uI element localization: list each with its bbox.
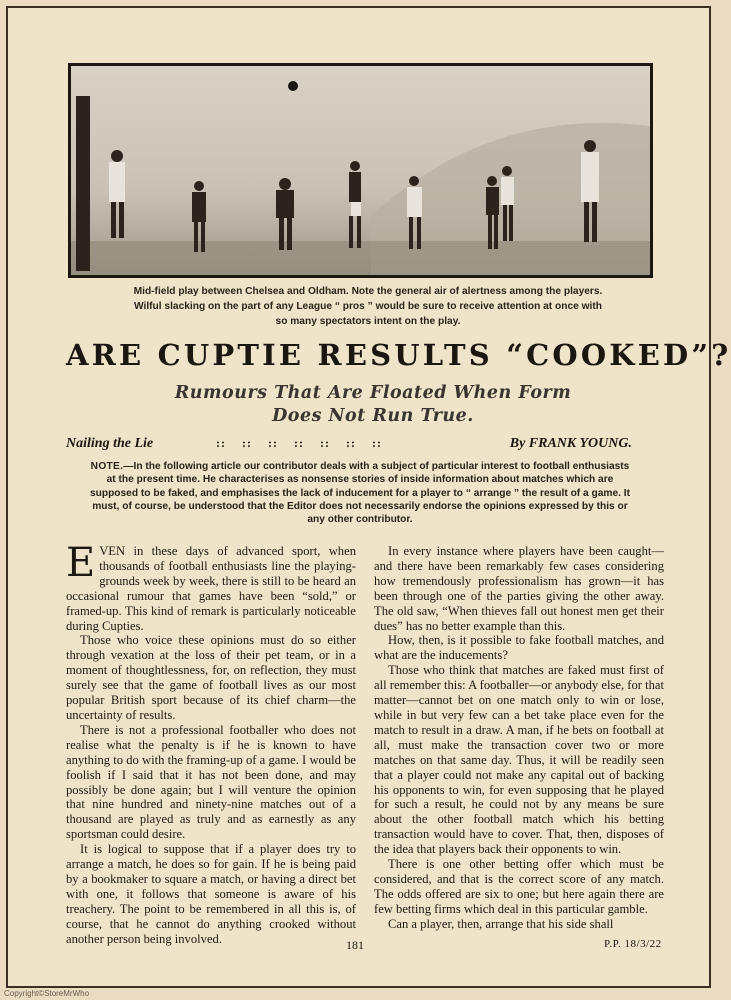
page-number: 181 bbox=[346, 938, 364, 952]
editor-note bbox=[86, 460, 634, 526]
byline-row bbox=[66, 436, 632, 454]
copyright-watermark: Copyright©StoreMrWho bbox=[4, 989, 90, 998]
match-photo-image bbox=[71, 66, 650, 275]
paragraph: Can a player, then, arrange that his side shall bbox=[388, 916, 614, 931]
paragraph: How, then, is it possible to fake football matches, and what are the inducements? bbox=[374, 633, 664, 663]
caption-line: Mid-field play between Chelsea and Oldham. Note the general air of alertness among the players. bbox=[133, 286, 603, 297]
caption-line: so many spectators intent on the play. bbox=[275, 316, 461, 327]
drop-cap: E bbox=[66, 540, 96, 586]
article-kicker: Nailing the Lie bbox=[66, 436, 154, 451]
note-label: NOTE. bbox=[90, 461, 124, 472]
paragraph: In every instance where players have been caught—and there have been remarkably few cases considering how tremendously professionalism has grown—it has been through one of the parties giving the other away. The old saw, “When thieves fall out honest men get their dues” has no better example than this. bbox=[374, 544, 664, 633]
article-subtitle bbox=[78, 382, 668, 428]
page-footer bbox=[8, 938, 713, 954]
paragraph: It is logical to suppose that if a player does try to arrange a match, he does so for gain. If he is being paid by a bookmaker to square a match, or having a direct bet with one, it follows that someone is aware of his treachery. The point to be remembered in all this is, of course, that he cannot do anything crooked without another person being involved. bbox=[66, 842, 356, 946]
photo-caption bbox=[88, 284, 648, 329]
article-title: ARE CUPTIE RESULTS “COOKED”? bbox=[66, 338, 731, 372]
paragraph: There is one other betting offer which must be considered, and that is the correct score of any match. The odds offered are six to one; but here again there are few betting firms which deal in this particular gamble. bbox=[374, 857, 664, 916]
subtitle-line: Rumours That Are Floated When Form bbox=[174, 383, 572, 403]
issue-reference: P.P. 18/3/22 bbox=[604, 938, 662, 950]
paragraph: EVEN in these days of advanced sport, when thousands of football enthusiasts line the playing-grounds week by week, there is still to be heard an occasional rumour that games have been “sold,” or framed-up. This kind of remark is particularly noticeable during Cupties. bbox=[66, 540, 356, 633]
article-column-left bbox=[66, 540, 356, 946]
note-text: —In the following article our contributor deals with a subject of particular interest to football enthusiasts at the present time. He characterises as nonsense stories of inside information about matches which are supposed to be faked, and emphasises the lack of inducement for a player to “ arrange ” the result of a game. It must, of course, be understood that the Editor does not necessarily endorse the opinions expressed by this or any other contributor. bbox=[89, 461, 631, 526]
subtitle-line: Does Not Run True. bbox=[272, 406, 474, 426]
paragraph: Those who voice these opinions must do so either through vexation at the loss of their pet team, or in a moment of thoughtlessness, for, on reflection, they must surely see that the game of football lives as our most popular British sport because of its chief charm—the uncertainty of results. bbox=[66, 633, 356, 722]
football-match-photo bbox=[68, 63, 653, 278]
magazine-page bbox=[6, 6, 731, 988]
separator-dots: :: :: :: :: :: :: :: bbox=[216, 436, 382, 450]
paragraph: There is not a professional footballer who does not realise what the penalty is if he is known to have anything to do with the framing-up of a game. I would be foolish if I said that it has not been done, and may possibly be done again; but I will venture the opinion that nine hundred and ninety-nine matches out of a thousand are played as truly and as earnestly as any sportsman could desire. bbox=[66, 722, 356, 842]
article-column-right bbox=[374, 544, 664, 934]
author-byline: By FRANK YOUNG. bbox=[509, 436, 632, 451]
caption-line: Wilful slacking on the part of any League “ pros ” would be sure to receive attention at once with bbox=[133, 301, 603, 312]
paragraph: Those who think that matches are faked must first of all remember this: A footballer—or anybody else, for that matter—cannot bet on one match only to win or lose, while in but very few can a bet take place even for the match to result in a draw. A man, if he bets on football at all, must make the transaction cover two or more matches on that same day. Thus, it will be readily seen that a player could not make any capital out of backing his opponents to win, for even supposing that he played for such a result, he could not by any means be sure about the other football match which his betting transaction would have to cover. That, then, disposes of the idea that players back their opponents to win. bbox=[374, 663, 664, 857]
